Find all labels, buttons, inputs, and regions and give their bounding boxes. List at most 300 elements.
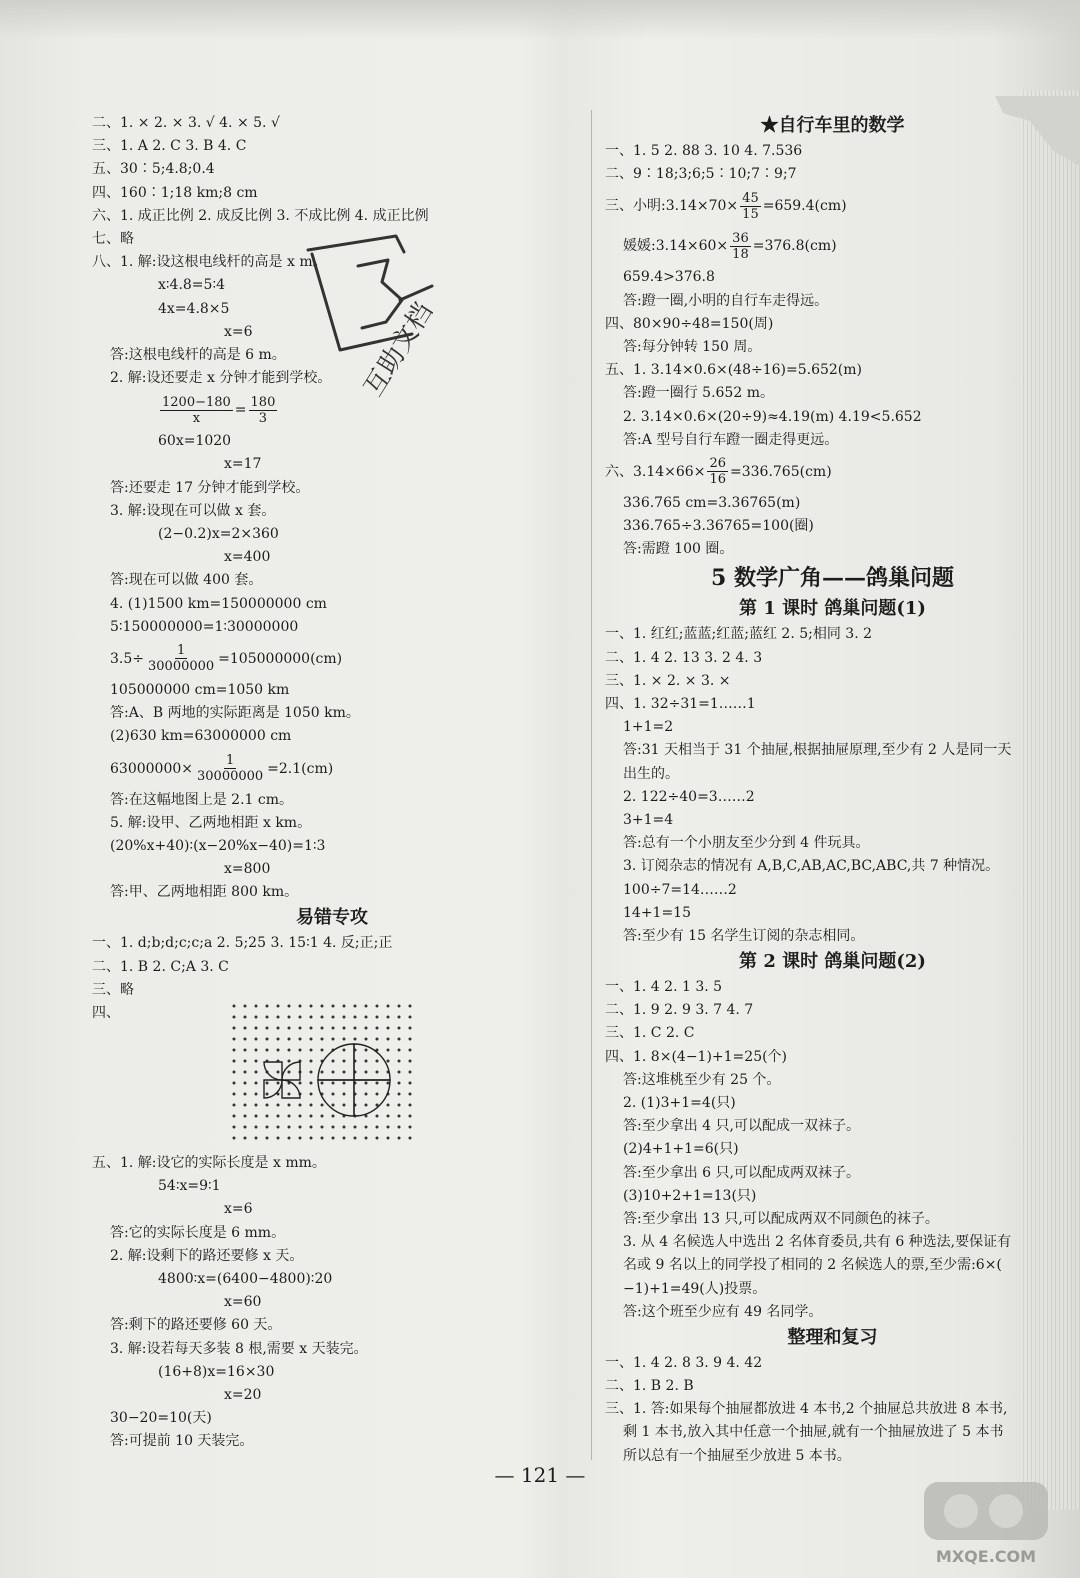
stamp-text: 互助文档 [358, 297, 440, 402]
answer-line: 名或 9 名以上的同学投了相同的 2 名候选人的票,至少需:6×( [623, 1257, 1002, 1274]
answer-line: 5∶150000000=1∶30000000 [110, 618, 299, 635]
answer-line: 三、1. A 2. C 3. B 4. C [92, 138, 247, 155]
answer-line: (3)10+2+1=13(只) [623, 1187, 757, 1204]
grid-dot [387, 1049, 390, 1052]
answer-line: 一、1. 4 2. 1 3. 5 [605, 979, 723, 996]
grid-dot [365, 1060, 368, 1063]
grid-dot [376, 1016, 379, 1019]
grid-dot [266, 1137, 269, 1140]
answer-line: 四、160∶1;18 km;8 cm [92, 184, 258, 201]
grid-dot [277, 1005, 280, 1008]
fraction: $\frac{1200-180}{x}$ [162, 394, 231, 426]
answer-line: 一、1. 4 2. 8 3. 9 4. 42 [605, 1354, 763, 1371]
answer-line: 四、1. 32÷31=1……1 [605, 696, 756, 712]
answer-line: 二、1. B 2. B [605, 1378, 694, 1395]
grid-dot [277, 1082, 280, 1085]
grid-dot [266, 1126, 269, 1129]
grid-dot [398, 1104, 401, 1107]
answer-line: 四、1. 8×(4−1)+1=25(个) [605, 1048, 788, 1065]
grid-dot [255, 1060, 258, 1063]
grid-dot [233, 1060, 236, 1063]
grid-dot [288, 1115, 291, 1118]
grid-dot [321, 1071, 324, 1074]
fraction: $\frac{1}{30000000}$ [148, 643, 215, 675]
answer-line: 出生的。 [623, 765, 679, 782]
grid-dot [398, 1049, 401, 1052]
grid-dot [277, 1071, 280, 1074]
answer-line: 二、1. 9 2. 9 3. 7 4. 7 [605, 1002, 754, 1019]
grid-dot [299, 1016, 302, 1019]
fraction-equation: 六、3.14×66× $\frac{26}{16}$ =336.765(cm) [605, 456, 832, 488]
grid-dot [299, 1027, 302, 1030]
answer-line: 2. (1)3+1=4(只) [623, 1095, 736, 1111]
watermark-logo [906, 1478, 1066, 1568]
grid-dot [332, 1060, 335, 1063]
answer-line: 四、80×90÷48=150(周) [605, 315, 774, 332]
fraction-equation: 3.5÷ $\frac{1}{30000000}$ =105000000(cm) [110, 643, 343, 675]
grid-dot [387, 1104, 390, 1107]
grid-dot [277, 1049, 280, 1052]
equation-line: 60x=1020 [158, 433, 232, 450]
answer-line: 六、1. 成正比例 2. 成反比例 3. 不成比例 4. 成正比例 [92, 207, 429, 224]
grid-dot [244, 1115, 247, 1118]
grid-dot [398, 1126, 401, 1129]
grid-dot [299, 1038, 302, 1041]
grid-dot [321, 1016, 324, 1019]
lesson-heading-2: 第 2 课时 鸽巢问题(2) [739, 951, 926, 973]
grid-dot [255, 1049, 258, 1052]
grid-dot [387, 1027, 390, 1030]
fraction-equation: $\frac{1200-180}{x}$ = $\frac{180}{3}$ [162, 394, 276, 426]
grid-dot [310, 1082, 313, 1085]
fraction: $\frac{45}{15}$ [742, 190, 759, 222]
grid-dot [310, 1038, 313, 1041]
grid-dot [310, 1071, 313, 1074]
grid-dot [288, 1137, 291, 1140]
grid-dot [376, 1093, 379, 1096]
grid-dot [277, 1104, 280, 1107]
grid-dot [409, 1049, 412, 1052]
grid-dot [233, 1038, 236, 1041]
grid-dot [310, 1126, 313, 1129]
lesson-heading-1: 第 1 课时 鸽巢问题(1) [739, 598, 926, 620]
grid-dot [310, 1016, 313, 1019]
grid-dot [288, 1027, 291, 1030]
answer-line: 二、1. 4 2. 13 3. 2 4. 3 [605, 649, 763, 666]
answer-line: 答:现在可以做 400 套。 [110, 572, 263, 589]
answer-line: 三、1. 答:如果每个抽屉都放进 4 本书,2 个抽屉总共放进 8 本书, [605, 1401, 1008, 1418]
grid-dot [365, 1093, 368, 1096]
grid-dot [244, 1038, 247, 1041]
grid-dot [288, 1049, 291, 1052]
grid-dot [266, 1005, 269, 1008]
grid-dot [343, 1104, 346, 1107]
grid-dot [376, 1137, 379, 1140]
answer-line: 所以总有一个抽屉至少放进 5 本书。 [623, 1447, 851, 1464]
grid-dot [387, 1038, 390, 1041]
grid-dot [288, 1016, 291, 1019]
grid-dot [376, 1005, 379, 1008]
answer-line: 二、1. × 2. × 3. √ 4. × 5. √ [92, 115, 280, 131]
answer-line: 五、30∶5;4.8;0.4 [92, 161, 215, 178]
equation-line: (2−0.2)x=2×360 [158, 526, 279, 542]
grid-dot [266, 1104, 269, 1107]
grid-dot [398, 1115, 401, 1118]
grid-dot [288, 1104, 291, 1107]
grid-dot [233, 1115, 236, 1118]
answer-line: 答:每分钟转 150 周。 [623, 338, 762, 355]
grid-dot [321, 1126, 324, 1129]
grid-dot [409, 1082, 412, 1085]
grid-dot [233, 1071, 236, 1074]
grid-dot [255, 1005, 258, 1008]
grid-dot [409, 1093, 412, 1096]
grid-dot [398, 1038, 401, 1041]
grid-dot [310, 1137, 313, 1140]
grid-dot [387, 1016, 390, 1019]
answer-line: 答:至少拿出 6 只,可以配成两双袜子。 [623, 1164, 860, 1181]
grid-dot [343, 1137, 346, 1140]
grid-dot [266, 1016, 269, 1019]
answer-line: 答:总有一个小朋友至少分到 4 件玩具。 [623, 835, 870, 852]
grid-dot [288, 1126, 291, 1129]
grid-dot [354, 1137, 357, 1140]
grid-dot [343, 1038, 346, 1041]
grid-dot [321, 1005, 324, 1008]
dot-grid-figure [228, 1000, 418, 1150]
equation-line: x=17 [224, 456, 262, 473]
grid-dot [398, 1137, 401, 1140]
grid-dot [332, 1016, 335, 1019]
grid-dot [365, 1005, 368, 1008]
grid-dot [233, 1104, 236, 1107]
grid-dot [255, 1137, 258, 1140]
grid-dot [266, 1093, 269, 1096]
grid-dot [365, 1082, 368, 1085]
answer-line: 四、 [92, 1005, 120, 1021]
answer-line: 3. 解:设若每天多装 8 根,需要 x 天装完。 [110, 1340, 368, 1357]
grid-dot [332, 1038, 335, 1041]
equation-line: x=6 [224, 1201, 253, 1218]
grid-dot [376, 1060, 379, 1063]
answer-line: 答:在这幅地图上是 2.1 cm。 [110, 791, 293, 808]
grid-dot [398, 1027, 401, 1030]
grid-dot [409, 1027, 412, 1030]
answer-line: 14+1=15 [623, 904, 691, 921]
grid-dot [409, 1005, 412, 1008]
grid-dot [310, 1049, 313, 1052]
page-number: — 121 — [494, 1463, 586, 1487]
grid-dot [409, 1038, 412, 1041]
grid-dot [244, 1137, 247, 1140]
answer-line: 八、1. 解:设这根电线杆的高是 x m。 [92, 254, 327, 271]
grid-dot [332, 1071, 335, 1074]
grid-dot [398, 1071, 401, 1074]
grid-dot [321, 1049, 324, 1052]
grid-dot [332, 1137, 335, 1140]
grid-dot [244, 1104, 247, 1107]
grid-dot [343, 1060, 346, 1063]
grid-dot [387, 1060, 390, 1063]
answer-line: 100÷7=14……2 [623, 881, 737, 898]
right-column [605, 112, 1060, 1468]
answer-line: 一、1. d;b;d;c;c;a 2. 5;25 3. 15∶1 4. 反;正;正 [92, 935, 393, 952]
grid-dot [255, 1038, 258, 1041]
section-heading-yicuo: 易错专攻 [296, 907, 368, 929]
equation-line: 54∶x=9∶1 [158, 1178, 221, 1195]
answer-line: 一、1. 红红;蓝蓝;红蓝;蓝红 2. 5;相同 3. 2 [605, 626, 873, 643]
grid-dot [266, 1082, 269, 1085]
watermark-text: MXQE.COM [935, 1547, 1037, 1566]
handwritten-stamp [300, 230, 500, 410]
grid-dot [376, 1038, 379, 1041]
grid-dot [343, 1049, 346, 1052]
grid-dot [354, 1126, 357, 1129]
answer-line: (2)4+1+1=6(只) [623, 1141, 739, 1158]
answer-line: 答:A、B 两地的实际距离是 1050 km。 [110, 705, 360, 722]
grid-dot [332, 1027, 335, 1030]
grid-dot [277, 1038, 280, 1041]
grid-dot [409, 1071, 412, 1074]
answer-line: 剩 1 本书,放入其中任意一个抽屉,就有一个抽屉放进了 5 本书 [623, 1424, 1004, 1441]
fraction-equation: 媛媛:3.14×60× $\frac{36}{18}$ =376.8(cm) [623, 230, 837, 262]
grid-dot [409, 1126, 412, 1129]
grid-dot [233, 1137, 236, 1140]
grid-dot [266, 1038, 269, 1041]
grid-dot [288, 1060, 291, 1063]
grid-dot [299, 1082, 302, 1085]
grid-dot [409, 1016, 412, 1019]
grid-dot [332, 1126, 335, 1129]
grid-dot [376, 1071, 379, 1074]
grid-dot [277, 1027, 280, 1030]
answer-line: 4. (1)1500 km=150000000 cm [110, 595, 327, 612]
grid-dot [244, 1027, 247, 1030]
grid-dot [277, 1137, 280, 1140]
equation-line: 4800∶x=(6400−4800)∶20 [158, 1270, 333, 1287]
fraction: $\frac{180}{3}$ [250, 394, 276, 426]
grid-dot [365, 1016, 368, 1019]
grid-dot [266, 1027, 269, 1030]
answer-line: 答:这堆桃至少有 25 个。 [623, 1071, 781, 1088]
grid-dot [343, 1126, 346, 1129]
grid-dot [398, 1082, 401, 1085]
grid-dot [321, 1115, 324, 1118]
answer-line: 二、1. B 2. C;A 3. C [92, 958, 229, 975]
grid-dot [365, 1049, 368, 1052]
section-heading-bike: ★自行车里的数学 [760, 115, 905, 136]
answer-line: 答:这根电线杆的高是 6 m。 [110, 346, 286, 363]
grid-dot [299, 1005, 302, 1008]
grid-dot [310, 1115, 313, 1118]
grid-dot [244, 1071, 247, 1074]
grid-dot [409, 1115, 412, 1118]
grid-dot [244, 1060, 247, 1063]
answer-line: 三、1. C 2. C [605, 1025, 695, 1042]
equation-line: x=20 [224, 1386, 262, 1403]
grid-dot [332, 1082, 335, 1085]
answer-line: 336.765÷3.36765=100(圈) [623, 518, 814, 535]
grid-dot [255, 1104, 258, 1107]
grid-dot [233, 1005, 236, 1008]
equation-line: 30−20=10(天) [110, 1410, 212, 1427]
equation-line: x=60 [224, 1294, 262, 1311]
grid-dot [244, 1093, 247, 1096]
equation-line: x=800 [224, 861, 271, 878]
grid-dot [354, 1016, 357, 1019]
grid-dot [398, 1093, 401, 1096]
column-divider [591, 110, 592, 1460]
answer-line: −1)+1=49(人)投票。 [623, 1280, 767, 1297]
answer-line: 336.765 cm=3.36765(m) [623, 494, 801, 511]
grid-dot [255, 1093, 258, 1096]
grid-dot [343, 1005, 346, 1008]
grid-dot [244, 1016, 247, 1019]
grid-dot [354, 1005, 357, 1008]
grid-dot [332, 1093, 335, 1096]
equation-line: x=400 [224, 549, 271, 566]
equation-line: 4x=4.8×5 [158, 300, 230, 317]
fraction: $\frac{1}{30000000}$ [197, 753, 264, 784]
fraction-equation: 三、小明:3.14×70× $\frac{45}{15}$ =659.4(cm) [605, 190, 847, 222]
grid-dot [233, 1093, 236, 1096]
answer-line: 1+1=2 [623, 719, 674, 736]
grid-dot [365, 1027, 368, 1030]
answer-line: 一、1. 5 2. 88 3. 10 4. 7.536 [605, 143, 803, 159]
grid-dot [409, 1104, 412, 1107]
grid-dot [365, 1126, 368, 1129]
grid-dot [310, 1093, 313, 1096]
answer-line: 答:可提前 10 天装完。 [110, 1433, 254, 1450]
answer-line: 答:A 型号自行车蹬一圈走得更远。 [623, 431, 839, 448]
answer-line: 答:它的实际长度是 6 mm。 [110, 1224, 286, 1241]
grid-dot [343, 1027, 346, 1030]
grid-dot [365, 1071, 368, 1074]
answer-line: 三、略 [92, 981, 134, 998]
equation-line: x=6 [224, 323, 253, 340]
answer-line: 3. 从 4 名候选人中选出 2 名体育委员,共有 6 种选法,要保证有 [623, 1234, 1012, 1251]
grid-dot [233, 1027, 236, 1030]
answer-line: 2. 3.14×0.6×(20÷9)≈4.19(m) 4.19<5.652 [623, 408, 922, 425]
grid-dot [376, 1115, 379, 1118]
answer-line: 五、1. 解:设它的实际长度是 x mm。 [92, 1155, 326, 1171]
answer-line: (2)630 km=63000000 cm [110, 728, 292, 745]
grid-dot [343, 1082, 346, 1085]
grid-dot [409, 1060, 412, 1063]
answer-line: 三、1. × 2. × 3. × [605, 672, 731, 689]
grid-dot [387, 1115, 390, 1118]
grid-dot [233, 1126, 236, 1129]
grid-dot [255, 1027, 258, 1030]
answer-line: 5. 解:设甲、乙两地相距 x km。 [110, 814, 312, 831]
grid-dot [321, 1027, 324, 1030]
grid-dot [376, 1027, 379, 1030]
answer-line: 3. 解:设现在可以做 x 套。 [110, 502, 276, 519]
grid-dot [365, 1137, 368, 1140]
answer-line: 答:这个班至少应有 49 名同学。 [623, 1303, 823, 1320]
grid-dot [332, 1104, 335, 1107]
answer-line: 105000000 cm=1050 km [110, 681, 290, 698]
grid-dot [321, 1082, 324, 1085]
fraction-equation: 63000000× $\frac{1}{30000000}$ =2.1(cm) [110, 753, 334, 784]
answer-line: 答:甲、乙两地相距 800 km。 [110, 884, 299, 901]
grid-dot [409, 1137, 412, 1140]
grid-dot [266, 1049, 269, 1052]
answer-line: 五、1. 3.14×0.6×(48÷16)=5.652(m) [605, 362, 862, 379]
answer-line: 答:剩下的路还要修 60 天。 [110, 1317, 282, 1334]
top-shadow [0, 0, 1080, 40]
grid-dot [244, 1082, 247, 1085]
grid-dot [266, 1115, 269, 1118]
grid-dot [387, 1005, 390, 1008]
grid-dot [244, 1049, 247, 1052]
grid-dot [299, 1104, 302, 1107]
answer-line: 答:至少有 15 名学生订阅的杂志相同。 [623, 927, 865, 944]
equation-line: x∶4.8=5∶4 [158, 277, 225, 294]
unit-heading: 5 数学广角——鸽巢问题 [711, 565, 954, 592]
grid-dot [299, 1126, 302, 1129]
grid-dot [387, 1137, 390, 1140]
grid-dot [233, 1082, 236, 1085]
review-heading: 整理和复习 [787, 1326, 878, 1348]
answer-line: 答:31 天相当于 31 个抽屉,根据抽屉原理,至少有 2 人是同一天 [623, 742, 1012, 759]
grid-dot [244, 1005, 247, 1008]
grid-dot [376, 1126, 379, 1129]
grid-dot [277, 1115, 280, 1118]
grid-dot [387, 1126, 390, 1129]
grid-dot [310, 1104, 313, 1107]
grid-dot [398, 1016, 401, 1019]
grid-dot [343, 1016, 346, 1019]
grid-dot [255, 1071, 258, 1074]
grid-dot [299, 1115, 302, 1118]
answer-line: 答:需蹬 100 圈。 [623, 541, 734, 558]
grid-dot [233, 1016, 236, 1019]
grid-dot [277, 1126, 280, 1129]
grid-dot [365, 1038, 368, 1041]
grid-dot [332, 1115, 335, 1118]
grid-dot [244, 1126, 247, 1129]
grid-dot [321, 1137, 324, 1140]
fraction: $\frac{26}{16}$ [709, 456, 726, 488]
answer-line: 2. 解:设还要走 x 分钟才能到学校。 [110, 370, 332, 387]
grid-dot [310, 1005, 313, 1008]
answer-line: 答:蹬一圈,小明的自行车走得远。 [623, 292, 829, 309]
grid-dot [354, 1038, 357, 1041]
grid-dot [288, 1038, 291, 1041]
answer-line: 2. 122÷40=3……2 [623, 788, 755, 805]
grid-dot [321, 1038, 324, 1041]
grid-dot [387, 1082, 390, 1085]
grid-dot [321, 1104, 324, 1107]
grid-dot [277, 1016, 280, 1019]
grid-dot [255, 1126, 258, 1129]
answer-line: 答:至少拿出 13 只,可以配成两双不同颜色的袜子。 [623, 1210, 939, 1227]
answer-line: 答:蹬一圈行 5.652 m。 [623, 385, 774, 402]
grid-dot [255, 1082, 258, 1085]
grid-dot [332, 1005, 335, 1008]
answer-line: 3. 订阅杂志的情况有 A,B,C,AB,AC,BC,ABC,共 7 种情况。 [623, 858, 1000, 875]
grid-dot [343, 1093, 346, 1096]
equation-line: (16+8)x=16×30 [158, 1363, 275, 1380]
grid-dot [343, 1071, 346, 1074]
grid-dot [376, 1082, 379, 1085]
grid-dot [310, 1060, 313, 1063]
answer-line: 659.4>376.8 [623, 269, 715, 286]
answer-line: 答:至少拿出 4 只,可以配成一双袜子。 [623, 1118, 860, 1135]
grid-dot [354, 1027, 357, 1030]
answer-line: 二、9∶18;3;6;5∶10;7∶9;7 [605, 166, 797, 183]
